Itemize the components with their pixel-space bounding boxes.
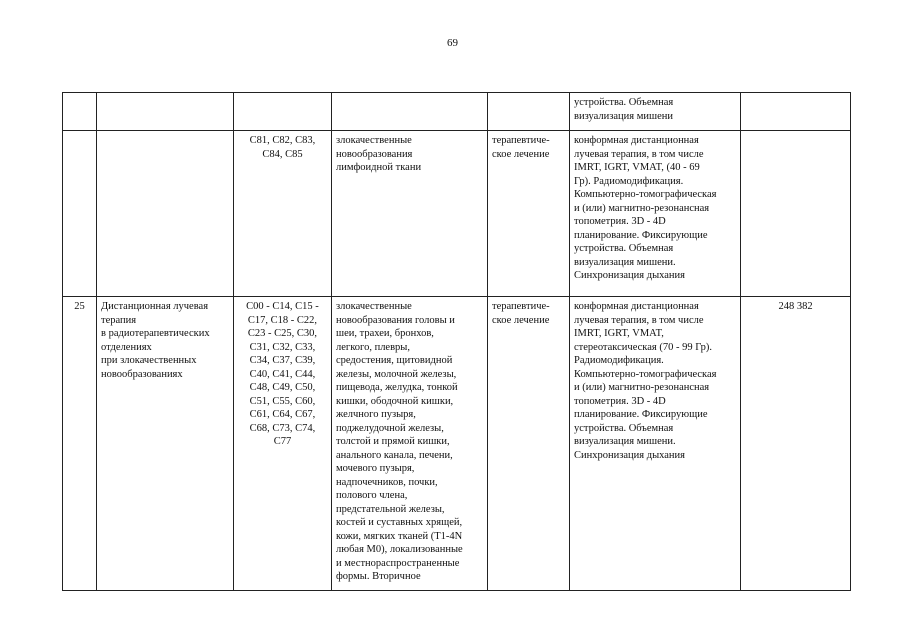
treatment-name-cell	[97, 131, 234, 297]
method-cell: устройства. Объемная визуализация мишени	[570, 93, 741, 131]
row-number-cell: 25	[63, 297, 97, 591]
price-cell: 248 382	[741, 297, 851, 591]
treatment-type-cell: терапевтиче- ское лечение	[488, 297, 570, 591]
table-row	[63, 93, 851, 131]
row-number-cell	[63, 131, 97, 297]
icd-codes-cell: C81, C82, C83, C84, C85	[234, 131, 332, 297]
patient-model-cell: злокачественные новообразования головы и шеи, трахеи, бронхов, легкого, плевры, средостения, щитовидной железы, молочной железы, пищевода, желудка, тонкой кишки, ободочной кишки, желчного пузыря, поджелудочной железы, толстой и прямой кишки, анального канала, печени, мочевого пузыря, надпочечников, почки, полового члена, предстательной железы, костей и суставных хрящей, кожи, мягких тканей (T1-4N любая M0), локализованные и местнораспространенные формы. Вторичное	[332, 297, 488, 591]
price-cell	[741, 93, 851, 131]
row-number-cell	[63, 93, 97, 131]
treatment-type-cell: терапевтиче- ское лечение	[488, 131, 570, 297]
price-cell	[741, 131, 851, 297]
patient-model-cell: злокачественные новообразования лимфоидной ткани	[332, 131, 488, 297]
method-cell: конформная дистанционная лучевая терапия, в том числе IMRT, IGRT, VMAT, стереотаксическая (70 - 99 Гр). Радиомодификация. Компьютерно-томографическая и (или) магнитно-резонансная топометрия. 3D - 4D планирование. Фиксирующие устройства. Объемная визуализация мишени. Синхронизация дыхания	[570, 297, 741, 591]
treatment-table	[62, 92, 851, 591]
page-number: 69	[447, 37, 458, 49]
icd-codes-cell	[234, 93, 332, 131]
treatment-name-cell	[97, 93, 234, 131]
patient-model-cell	[332, 93, 488, 131]
icd-codes-cell: C00 - C14, C15 - C17, C18 - C22, C23 - C25, C30, C31, C32, C33, C34, C37, C39, C40, C41, C44, C48, C49, C50, C51, C55, C60, C61, C64, C67, C68, C73, C74, C77	[234, 297, 332, 591]
table-row	[63, 297, 851, 591]
method-cell: конформная дистанционная лучевая терапия, в том числе IMRT, IGRT, VMAT, (40 - 69 Гр). Радиомодификация. Компьютерно-томографическая и (или) магнитно-резонансная топометрия. 3D - 4D планирование. Фиксирующие устройства. Объемная визуализация мишени. Синхронизация дыхания	[570, 131, 741, 297]
table-row	[63, 131, 851, 297]
treatment-type-cell	[488, 93, 570, 131]
treatment-name-cell: Дистанционная лучевая терапия в радиотерапевтических отделениях при злокачественных новообразованиях	[97, 297, 234, 591]
